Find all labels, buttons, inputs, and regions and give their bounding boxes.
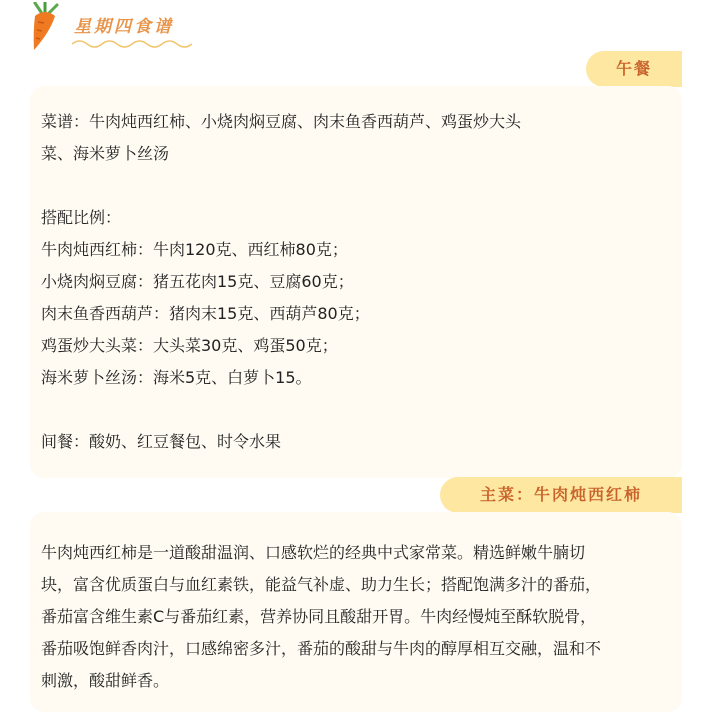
snack-line: 间餐：酸奶、红豆餐包、时令水果 bbox=[41, 432, 282, 451]
ratio-item: 肉末鱼香西葫芦：猪肉末15克、西葫芦80克； bbox=[41, 304, 370, 323]
description-line: 刺激，酸甜鲜香。 bbox=[41, 671, 170, 690]
wave-decoration bbox=[72, 38, 192, 50]
main-dish-tag: 主菜：牛肉炖西红柿 bbox=[440, 477, 682, 513]
menu-line: 菜、海米萝卜丝汤 bbox=[41, 144, 170, 163]
lunch-tag: 午餐 bbox=[586, 51, 682, 87]
main-dish-card bbox=[30, 512, 682, 712]
page-title: 星期四食谱 bbox=[74, 17, 174, 37]
page-header bbox=[28, 2, 228, 54]
description-line: 块，富含优质蛋白与血红素铁，能益气补虚、助力生长；搭配饱满多汁的番茄， bbox=[41, 575, 602, 594]
description-line: 番茄吸饱鲜香肉汁，口感绵密多汁，番茄的酸甜与牛肉的醇厚相互交融，温和不 bbox=[41, 639, 602, 658]
carrot-icon bbox=[28, 2, 62, 52]
description-line: 番茄富含维生素C与番茄红素，营养协同且酸甜开胃。牛肉经慢炖至酥软脱骨， bbox=[41, 607, 597, 626]
ratio-item: 牛肉炖西红柿：牛肉120克、西红柿80克； bbox=[41, 240, 348, 259]
ratio-title: 搭配比例： bbox=[41, 208, 122, 227]
ratio-item: 小烧肉焖豆腐：猪五花肉15克、豆腐60克； bbox=[41, 272, 354, 291]
ratio-item: 鸡蛋炒大头菜：大头菜30克、鸡蛋50克； bbox=[41, 336, 338, 355]
ratio-item: 海米萝卜丝汤：海米5克、白萝卜15。 bbox=[41, 368, 312, 387]
lunch-card bbox=[30, 86, 682, 478]
description-line: 牛肉炖西红柿是一道酸甜温润、口感软烂的经典中式家常菜。精选鲜嫩牛腩切 bbox=[41, 543, 586, 562]
menu-line: 菜谱：牛肉炖西红柿、小烧肉焖豆腐、肉末鱼香西葫芦、鸡蛋炒大头 bbox=[41, 112, 522, 131]
